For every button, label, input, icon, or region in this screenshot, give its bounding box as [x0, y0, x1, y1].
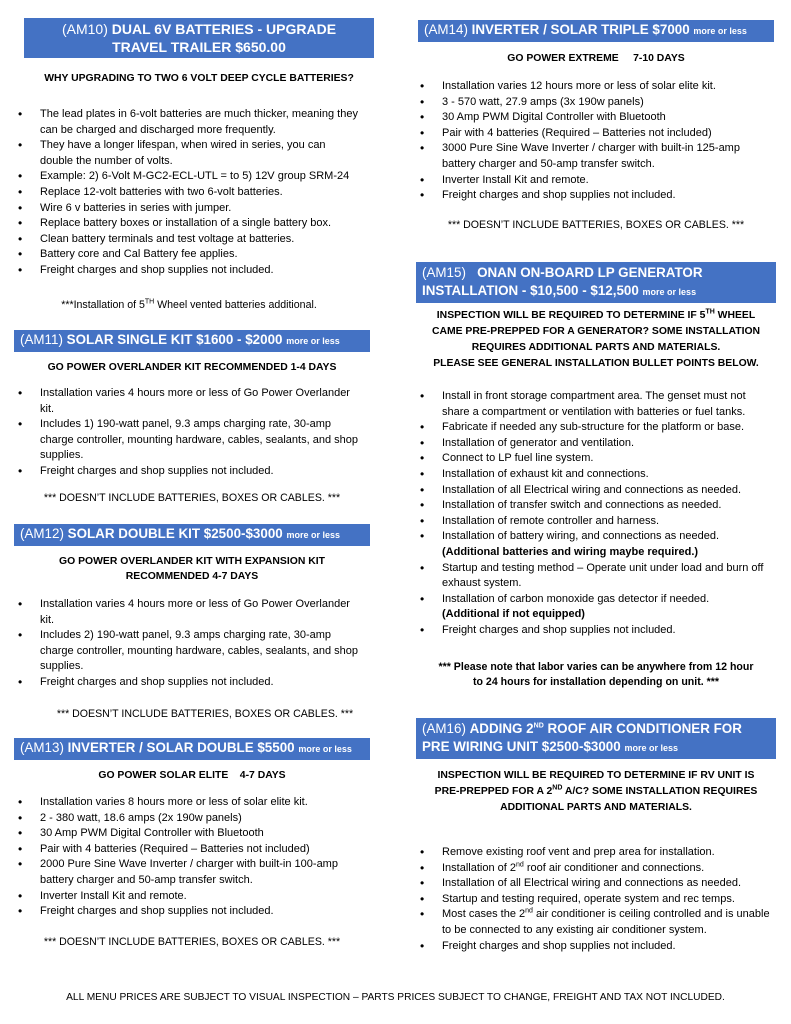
list-item: • Install in front storage compartment area. The genset must not share a compartment or ventilation with batteries or fuel tanks.: [416, 389, 776, 420]
am10-note: [24, 298, 354, 313]
list-item: • 3000 Pure Sine Wave Inverter / charger with built-in 125-amp battery charger and 50-amp transfer switch.: [416, 141, 770, 172]
am13-code: (AM13): [20, 740, 64, 755]
list-item: • Battery core and Cal Battery fee applies.: [14, 247, 359, 263]
am15-code: (AM15): [422, 265, 466, 280]
am12-kit: [14, 554, 370, 584]
am15-bullet-list: [416, 389, 776, 639]
am13-note: *** DOESN’T INCLUDE BATTERIES, BOXES OR CABLES. ***: [43, 936, 341, 948]
am11-title: SOLAR SINGLE KIT $1600 - $2000: [66, 332, 283, 347]
list-item: • Inverter Install Kit and remote.: [14, 889, 359, 905]
am14-header: [418, 20, 774, 42]
am13-bullet-list: [14, 795, 359, 920]
am12-bullet-list: [14, 597, 359, 691]
list-item: • Pair with 4 batteries (Required – Batteries not included): [416, 126, 770, 142]
am14-bullet-list: [416, 79, 770, 204]
list-item: • Freight charges and shop supplies not included.: [14, 904, 359, 920]
am15-co-text: Installation of carbon monoxide gas detector if needed.: [442, 592, 710, 605]
am13-suffix: more or less: [298, 744, 352, 754]
am15-battery-bold: (Additional batteries and wiring maybe required.): [442, 545, 699, 558]
am10-title-line2: TRAVEL TRAILER $650.00: [112, 39, 286, 55]
am15-header: [416, 262, 776, 303]
am16-inspect-text-end: A/C? SOME INSTALLATION REQUIRES: [562, 786, 758, 797]
list-item: • Freight charges and shop supplies not included.: [416, 939, 776, 955]
list-item: • Freight charges and shop supplies not included.: [14, 464, 359, 480]
am16-b2-text-end: roof air conditioner and connections.: [523, 861, 705, 874]
am14-kit: GO POWER EXTREME 7-10 DAYS: [507, 53, 685, 64]
list-item: • 2000 Pure Sine Wave Inverter / charger with built-in 100-amp battery charger and 50-amp transfer switch.: [14, 857, 359, 888]
am16-title-line2: PRE WIRING UNIT $2500-$3000: [422, 739, 621, 754]
am11-header: [14, 330, 370, 352]
list-item: • 30 Amp PWM Digital Controller with Bluetooth: [14, 826, 359, 842]
list-item: • Freight charges and shop supplies not included.: [416, 623, 776, 639]
am16-inspect-text: PRE-PREPPED FOR A 2: [434, 786, 553, 797]
am11-bullet-list: [14, 386, 359, 480]
am16-title: ADDING 2: [469, 721, 534, 736]
am10-code: (AM10): [61, 21, 108, 37]
am15-inspect-sup: TH: [705, 308, 715, 316]
list-item: • Installation varies 4 hours more or less of Go Power Overlander kit.: [14, 597, 359, 628]
list-item: • Example: 2) 6-Volt M-GC2-ECL-UTL = to 5) 12V group SRM-24: [14, 169, 359, 185]
list-item: • Installation varies 8 hours more or less of solar elite kit.: [14, 795, 359, 811]
am15-inspection: [418, 308, 774, 372]
am16-b2-sup: nd: [516, 860, 524, 868]
am15-inspect-line3: REQUIRES ADDITIONAL PARTS AND MATERIALS.: [471, 342, 721, 353]
list-item: • Installation of exhaust kit and connections.: [416, 467, 776, 483]
list-item: • Freight charges and shop supplies not included.: [416, 188, 770, 204]
am12-note: *** DOESN’T INCLUDE BATTERIES, BOXES OR CABLES. ***: [56, 708, 354, 720]
list-item: • Includes 1) 190-watt panel, 9.3 amps charging rate, 30-amp charge controller, mounting hardware, cables, sealants, and shop supplies.: [14, 417, 359, 464]
am12-title: SOLAR DOUBLE KIT $2500-$3000: [67, 526, 283, 541]
am14-suffix: more or less: [693, 26, 747, 36]
list-item: • Replace 12-volt batteries with two 6-volt batteries.: [14, 185, 359, 201]
am11-code: (AM11): [20, 332, 63, 347]
am12-kit-line2: RECOMMENDED 4-7 DAYS: [125, 571, 259, 582]
am16-inspect-line1: INSPECTION WILL BE REQUIRED TO DETERMINE IF RV UNIT IS: [437, 770, 755, 781]
list-item: • Installation of all Electrical wiring and connections as needed.: [416, 876, 776, 892]
am13-title: INVERTER / SOLAR DOUBLE $5500: [67, 740, 295, 755]
am10-note-text: ***Installation of 5: [61, 299, 145, 311]
am15-title-line2: INSTALLATION - $10,500 - $12,500: [422, 283, 639, 298]
am10-header: [24, 18, 374, 58]
list-item: • Freight charges and shop supplies not included.: [14, 263, 359, 279]
am16-b5-text-end: air conditioner is ceiling controlled and is unable to be connected to any existing air conditioner system.: [442, 908, 770, 936]
am16-title-sup: ND: [533, 722, 544, 730]
am16-b5-sup: nd: [525, 907, 533, 915]
am16-inspect-line3: ADDITIONAL PARTS AND MATERIALS.: [500, 802, 692, 813]
am15-title-line1: ONAN ON-BOARD LP GENERATOR: [477, 265, 703, 280]
list-item: • Installation of generator and ventilation.: [416, 436, 776, 452]
am15-inspect-text-end: WHEEL: [714, 310, 756, 321]
am15-battery-text: Installation of battery wiring, and connections as needed.: [442, 530, 720, 543]
am15-suffix: more or less: [642, 287, 697, 297]
list-item: • Installation of transfer switch and connections as needed.: [416, 498, 776, 514]
am14-code: (AM14): [424, 22, 468, 37]
am11-suffix: more or less: [286, 336, 340, 346]
list-item: • Remove existing roof vent and prep area for installation.: [416, 845, 776, 861]
list-item: • Startup and testing required, operate system and rec temps.: [416, 892, 776, 908]
am15-inspect-line4: PLEASE SEE GENERAL INSTALLATION BULLET POINTS BELOW.: [433, 358, 759, 369]
list-item: • Fabricate if needed any sub-structure for the platform or base.: [416, 420, 776, 436]
list-item: • Installation of remote controller and harness.: [416, 514, 776, 530]
list-item: [416, 861, 776, 877]
list-item: • Installation varies 12 hours more or less of solar elite kit.: [416, 79, 770, 95]
am16-inspection: [418, 768, 774, 816]
list-item: • Startup and testing method – Operate unit under load and burn off exhaust system.: [416, 561, 776, 592]
am12-header: [14, 524, 370, 546]
am12-kit-line1: GO POWER OVERLANDER KIT WITH EXPANSION KIT: [59, 556, 325, 567]
footer-disclaimer: ALL MENU PRICES ARE SUBJECT TO VISUAL INSPECTION – PARTS PRICES SUBJECT TO CHANGE, FREIGHT AND TAX NOT INCLUDED.: [66, 992, 725, 1003]
am15-inspect-text: INSPECTION WILL BE REQUIRED TO DETERMINE IF 5: [436, 310, 706, 321]
am16-b2-text: Installation of 2: [442, 861, 516, 874]
list-item: • They have a longer lifespan, when wired in series, you can double the number of volts.: [14, 138, 359, 169]
list-item: • Freight charges and shop supplies not included.: [14, 675, 359, 691]
am10-note-text-end: Wheel vented batteries additional.: [154, 299, 317, 311]
list-item: • 30 Amp PWM Digital Controller with Bluetooth: [416, 110, 770, 126]
am11-kit: GO POWER OVERLANDER KIT RECOMMENDED 1-4 DAYS: [47, 362, 337, 373]
am16-header: [416, 718, 776, 759]
list-item: • Inverter Install Kit and remote.: [416, 173, 770, 189]
am12-code: (AM12): [20, 526, 64, 541]
am10-note-sup: TH: [144, 298, 155, 306]
am15-co-bold: (Additional if not equipped): [442, 608, 585, 621]
am14-title: INVERTER / SOLAR TRIPLE $7000: [471, 22, 690, 37]
am10-question: WHY UPGRADING TO TWO 6 VOLT DEEP CYCLE BATTERIES?: [44, 73, 354, 84]
am11-note: *** DOESN’T INCLUDE BATTERIES, BOXES OR CABLES. ***: [43, 492, 341, 504]
am16-b5-text: Most cases the 2: [442, 908, 526, 921]
list-item: • Clean battery terminals and test voltage at batteries.: [14, 232, 359, 248]
list-item: [416, 907, 776, 938]
am15-labor-line2: to 24 hours for installation depending on unit. ***: [472, 676, 719, 688]
list-item: • Includes 2) 190-watt panel, 9.3 amps charging rate, 30-amp charge controller, mounting hardware, cables, sealants, and shop supplies.: [14, 628, 359, 675]
am16-code: (AM16): [422, 721, 466, 736]
list-item: • Replace battery boxes or installation of a single battery box.: [14, 216, 359, 232]
list-item: • Installation varies 4 hours more or less of Go Power Overlander kit.: [14, 386, 359, 417]
am16-bullet-list: [416, 845, 776, 954]
am10-bullet-list: [14, 107, 359, 279]
am16-title-end: ROOF AIR CONDITIONER FOR: [543, 721, 742, 736]
am15-labor-line1: *** Please note that labor varies can be anywhere from 12 hour: [438, 661, 754, 673]
list-item: • Wire 6 v batteries in series with jumper.: [14, 201, 359, 217]
am13-kit: GO POWER SOLAR ELITE 4-7 DAYS: [98, 770, 286, 781]
list-item: • 3 - 570 watt, 27.9 amps (3x 190w panels): [416, 95, 770, 111]
am16-inspect-sup: ND: [552, 784, 563, 792]
list-item: • Installation of all Electrical wiring and connections as needed.: [416, 483, 776, 499]
am14-note: *** DOESN’T INCLUDE BATTERIES, BOXES OR CABLES. ***: [447, 219, 745, 231]
am15-labor-note: [416, 660, 776, 690]
am16-suffix: more or less: [624, 743, 678, 753]
list-item: • Connect to LP fuel line system.: [416, 451, 776, 467]
list-item: [416, 529, 776, 560]
am13-header: [14, 738, 370, 760]
list-item: • Pair with 4 batteries (Required – Batteries not included): [14, 842, 359, 858]
am12-suffix: more or less: [286, 530, 340, 540]
am10-title-line1: DUAL 6V BATTERIES - UPGRADE: [111, 21, 337, 37]
list-item: • The lead plates in 6-volt batteries are much thicker, meaning they can be charged and discharged more frequently.: [14, 107, 359, 138]
am15-inspect-line2: CAME PRE-PREPPED FOR A GENERATOR? SOME INSTALLATION: [431, 326, 761, 337]
list-item: • 2 - 380 watt, 18.6 amps (2x 190w panels): [14, 811, 359, 827]
list-item: [416, 592, 776, 623]
